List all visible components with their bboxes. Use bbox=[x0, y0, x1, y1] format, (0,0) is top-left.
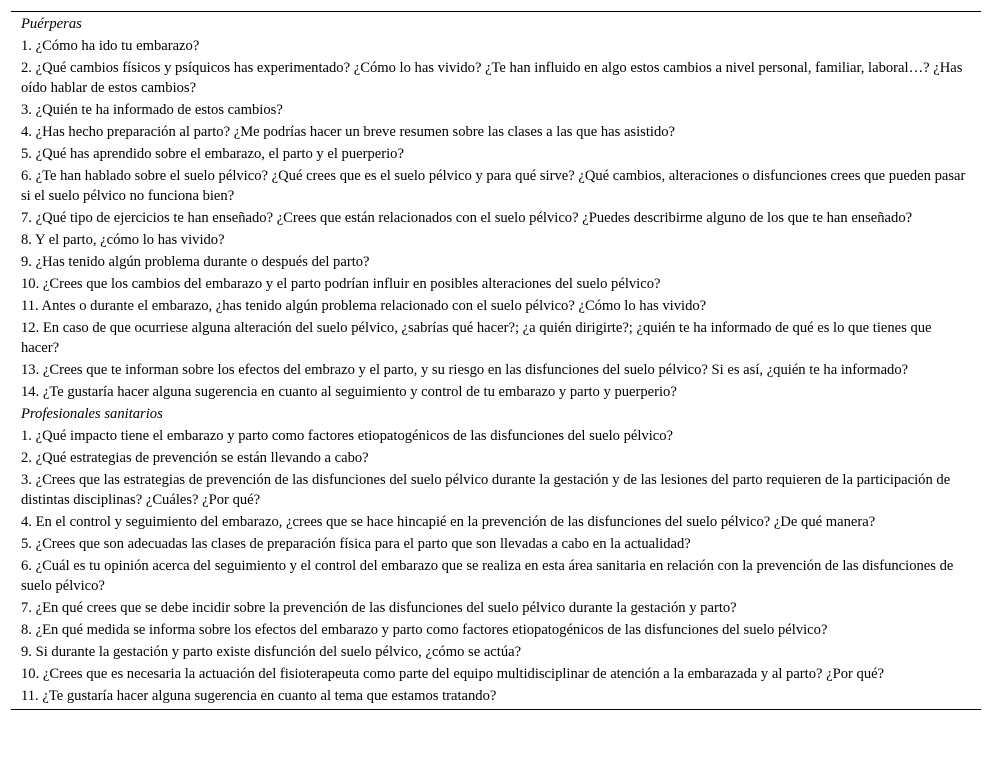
table-row: 14. ¿Te gustaría hacer alguna sugerencia en cuanto al seguimiento y control de tu embarazo y parto y puerperio? bbox=[21, 384, 677, 400]
table-row: 10. ¿Crees que es necesaria la actuación del fisioterapeuta como parte del equipo multidisciplinar de atención a la embarazada y al parto? ¿Por qué? bbox=[21, 666, 885, 682]
table-row: 13. ¿Crees que te informan sobre los efectos del embrazo y el parto, y su riesgo en las disfunciones del suelo pélvico? Si es así, ¿quién te ha informado? bbox=[21, 362, 909, 378]
table-row: 9. ¿Has tenido algún problema durante o después del parto? bbox=[21, 254, 370, 270]
table-row: 6. ¿Cuál es tu opinión acerca del seguimiento y el control del embarazo que se realiza en esta área sanitaria en relación con la prevención de las disfunciones de suelo pélvico? bbox=[21, 558, 954, 594]
section-heading-profesionales: Profesionales sanitarios bbox=[21, 406, 163, 422]
table-row: 8. ¿En qué medida se informa sobre los efectos del embarazo y parto como factores etiopatogénicos de las disfunciones del suelo pélvico? bbox=[21, 622, 828, 638]
table-row: 12. En caso de que ocurriese alguna alteración del suelo pélvico, ¿sabrías qué hacer?; ¿a quién dirigirte?; ¿quién te ha informado de qué es lo que tienes que hacer? bbox=[21, 320, 932, 356]
interview-questions-table bbox=[11, 11, 981, 710]
table-row: 8. Y el parto, ¿cómo lo has vivido? bbox=[21, 232, 225, 248]
table-row: 9. Si durante la gestación y parto existe disfunción del suelo pélvico, ¿cómo se actúa? bbox=[21, 644, 522, 660]
table-row: 2. ¿Qué estrategias de prevención se están llevando a cabo? bbox=[21, 450, 369, 466]
table-row: 6. ¿Te han hablado sobre el suelo pélvico? ¿Qué crees que es el suelo pélvico y para qué sirve? ¿Qué cambios, alteraciones o disfunciones crees que pueden pasar si el suelo pélvico no funciona bien? bbox=[21, 168, 966, 204]
table-row: 3. ¿Crees que las estrategias de prevención de las disfunciones del suelo pélvico durante la gestación y de las lesiones del parto requieren de la participación de distintas disciplinas? ¿Cuáles? ¿Por qué? bbox=[21, 472, 951, 508]
table-row: 7. ¿Qué tipo de ejercicios te han enseñado? ¿Crees que están relacionados con el suelo pélvico? ¿Puedes describirme alguno de los que te han enseñado? bbox=[21, 210, 913, 226]
table-row: 1. ¿Cómo ha ido tu embarazo? bbox=[21, 38, 200, 54]
table-row: 10. ¿Crees que los cambios del embarazo y el parto podrían influir en posibles alteraciones del suelo pélvico? bbox=[21, 276, 661, 292]
table-row: 4. ¿Has hecho preparación al parto? ¿Me podrías hacer un breve resumen sobre las clases a las que has asistido? bbox=[21, 124, 676, 140]
table-row: 7. ¿En qué crees que se debe incidir sobre la prevención de las disfunciones del suelo pélvico durante la gestación y parto? bbox=[21, 600, 737, 616]
table-row: 4. En el control y seguimiento del embarazo, ¿crees que se hace hincapié en la prevención de las disfunciones del suelo pélvico? ¿De qué manera? bbox=[21, 514, 876, 530]
table-row: 5. ¿Crees que son adecuadas las clases de preparación física para el parto que son llevadas a cabo en la actualidad? bbox=[21, 536, 691, 552]
table-row: 3. ¿Quién te ha informado de estos cambios? bbox=[21, 102, 283, 118]
table-row: 11. Antes o durante el embarazo, ¿has tenido algún problema relacionado con el suelo pélvico? ¿Cómo lo has vivido? bbox=[21, 298, 707, 314]
table-row: 5. ¿Qué has aprendido sobre el embarazo, el parto y el puerperio? bbox=[21, 146, 404, 162]
section-heading-puerperas: Puérperas bbox=[21, 16, 82, 32]
table-row: 1. ¿Qué impacto tiene el embarazo y parto como factores etiopatogénicos de las disfunciones del suelo pélvico? bbox=[21, 428, 674, 444]
table-row: 2. ¿Qué cambios físicos y psíquicos has experimentado? ¿Cómo lo has vivido? ¿Te han influido en algo estos cambios a nivel personal, familiar, laboral…? ¿Has oído hablar de estos cambios? bbox=[21, 60, 963, 96]
table-row: 11. ¿Te gustaría hacer alguna sugerencia en cuanto al tema que estamos tratando? bbox=[21, 688, 497, 704]
